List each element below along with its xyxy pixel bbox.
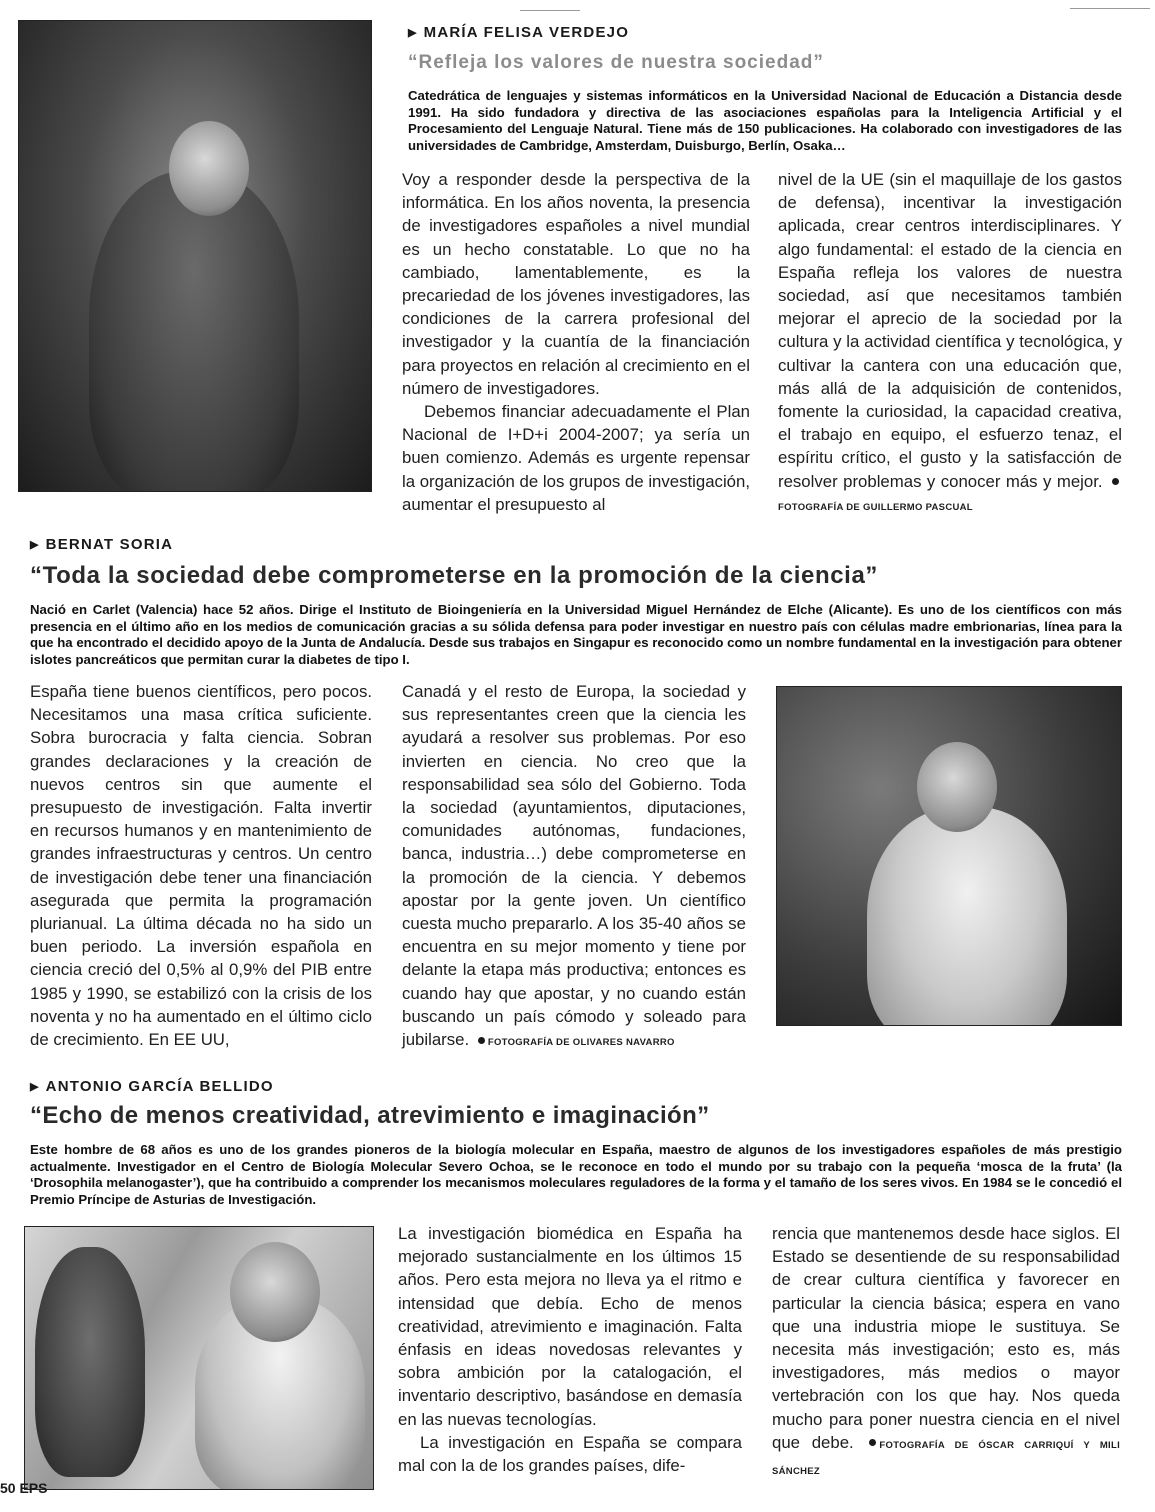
triangle-icon: ▶ bbox=[408, 27, 418, 39]
photo-maria-felisa-verdejo bbox=[18, 20, 372, 492]
bullet-icon bbox=[1112, 478, 1119, 485]
column-soria-1 bbox=[30, 680, 372, 1051]
paragraph: Canadá y el resto de Europa, la sociedad y sus representantes creen que la ciencia les ayudará a resolver sus problemas. Por eso invierten en ciencia. No creo que la responsabilidad sea sólo del Gobierno. Toda la sociedad (ayuntamientos, diputaciones, comunidades autónomas, fundaciones, banca, industria…) debe comprometerse en la promoción de la ciencia. Y debemos apostar por la gente joven. Un científico cuesta mucho prepararlo. A los 35-40 años se encuentra en su mejor momento y tiene por delante la etapa más productiva; entonces es cuando hay que apostar, y no cuando están buscando un país cómodo y soleado para jubilarse. bbox=[402, 682, 746, 1050]
paragraph: La investigación biomédica en España ha mejorado sustancialmente en los últimos 15 años. Pero esta mejora no lleva ya el ritmo e intensidad que debía. Echo de menos creatividad, atrevimiento e imaginación. Falta énfasis en ideas novedosas relevantes y sobra ambición por la catalogación, el inventario descriptivo, basándose en demasía en las nuevas tecnologías. bbox=[398, 1224, 742, 1429]
column-verdejo-2 bbox=[778, 168, 1122, 519]
headline-verdejo: “Refleja los valores de nuestra sociedad” bbox=[408, 52, 824, 73]
scan-mark bbox=[1070, 8, 1150, 9]
paragraph: rencia que mantenemos desde hace siglos. El Estado se desentiende de su responsabilidad de crear cultura científica y favorecer en particular la ciencia básica; espera en vano que una industria miope le sustituya. Se necesita más investigación; esto es, más investigadores, más medios o mayor vertebración con los que hay. Nos queda mucho para poner nuestra ciencia en el nivel que debe. bbox=[772, 1224, 1120, 1452]
photo-credit: FOTOGRAFÍA DE GUILLERMO PASCUAL bbox=[778, 501, 973, 513]
photo-bernat-soria bbox=[776, 686, 1122, 1026]
kicker-bernat-soria: ▶ BERNAT SORIA bbox=[30, 536, 174, 553]
intro-garcia-bellido: Este hombre de 68 años es uno de los grandes pioneros de la biología molecular en España, maestro de algunos de los investigadores españoles de más prestigio actualmente. Investigador en el Centro de Biología Molecular Severo Ochoa, se le reconoce en todo el mundo por su trabajo con la pequeña ‘mosca de la fruta’ (la ‘Drosophila melanogaster’), que ha contribuido a comprender los mecanismos moleculares reguladores de la forma y el tamaño de los seres vivos. En 1984 se le concedió el Premio Príncipe de Asturias de Investigación. bbox=[30, 1142, 1122, 1207]
kicker-antonio-garcia-bellido: ▶ ANTONIO GARCÍA BELLIDO bbox=[30, 1078, 274, 1095]
column-verdejo-1 bbox=[402, 168, 750, 516]
column-garcia-bellido-2 bbox=[772, 1222, 1120, 1483]
triangle-icon: ▶ bbox=[30, 1081, 40, 1093]
scan-mark bbox=[520, 10, 580, 11]
kicker-maria-felisa-verdejo: ▶ MARÍA FELISA VERDEJO bbox=[408, 24, 630, 41]
photo-antonio-garcia-bellido bbox=[24, 1226, 374, 1490]
column-soria-2 bbox=[402, 680, 746, 1054]
photo-credit: FOTOGRAFÍA DE ÓSCAR CARRIQUÍ Y MILI SÁNCHEZ bbox=[772, 1439, 1121, 1478]
headline-soria: “Toda la sociedad debe comprometerse en la promoción de la ciencia” bbox=[30, 562, 878, 589]
triangle-icon: ▶ bbox=[30, 539, 40, 551]
intro-soria: Nació en Carlet (Valencia) hace 52 años. Dirige el Instituto de Bioingeniería en la Universidad Miguel Hernández de Elche (Alicante). Es uno de los científicos con más presencia en el último año en los medios de comunicación gracias a su sólida defensa para poder investigar en nuestro país con células madre embrionarias, línea para la que ha encontrado el decidido apoyo de la Junta de Andalucía. Desde sus trabajos en Singapur es reconocido como un nombre fundamental en la investigación para obtener islotes pancreáticos que permitan curar la diabetes de tipo I. bbox=[30, 602, 1122, 667]
paragraph: Voy a responder desde la perspectiva de la informática. En los años noventa, la presencia de investigadores españoles a nivel mundial es un hecho constatable. Lo que no ha cambiado, lamentablemente, es la precariedad de los jóvenes investigadores, las condiciones de la carrera profesional del investigador y la cuantía de la financiación para proyectos en relación al crecimiento en el número de investigadores. bbox=[402, 170, 750, 398]
bullet-icon bbox=[869, 1439, 876, 1446]
page-folio: 50 EPS bbox=[0, 1480, 48, 1496]
paragraph: nivel de la UE (sin el maquillaje de los gastos de defensa), incentivar la investigación aplicada, crear centros interdisciplinares. Y algo fundamental: el estado de la ciencia en España refleja los valores de nuestra sociedad, así que necesitamos también mejorar el aprecio de la sociedad por la cultura y la actividad científica y tecnológica, y cultivar la cantera con una educación que, más allá de la adquisición de contenidos, fomente la curiosidad, la capacidad creativa, el trabajo en equipo, el esfuerzo tenaz, el espíritu crítico, el gusto y la satisfacción de resolver problemas y conocer más y mejor. bbox=[778, 170, 1122, 491]
paragraph: España tiene buenos científicos, pero pocos. Necesitamos una masa crítica suficiente. Sobra burocracia y falta ciencia. Sobran grandes declaraciones y la creación de nuevos centros sin que aumente el presupuesto de investigación. Falta invertir en recursos humanos y en mantenimiento de grandes infraestructuras y centros. Un centro de investigación debe tener una financiación asegurada que permita la programación plurianual. La última década no ha sido un buen periodo. La inversión española en ciencia creció del 0,5% al 0,9% del PIB entre 1985 y 1990, se estabilizó con la crisis de los noventa y no ha aumentado en el último ciclo de crecimiento. En EE UU, bbox=[30, 682, 372, 1050]
column-garcia-bellido-1 bbox=[398, 1222, 742, 1477]
headline-garcia-bellido: “Echo de menos creatividad, atrevimiento e imaginación” bbox=[30, 1102, 710, 1129]
bullet-icon bbox=[478, 1037, 485, 1044]
paragraph: Debemos financiar adecuadamente el Plan Nacional de I+D+i 2004-2007; ya sería un buen comienzo. Además es urgente repensar la organización de los grupos de investigación, aumentar el presupuesto al bbox=[402, 402, 750, 514]
intro-verdejo: Catedrática de lenguajes y sistemas informáticos en la Universidad Nacional de Educación a Distancia desde 1991. Ha sido fundadora y directiva de las asociaciones españolas para la Inteligencia Artificial y el Procesamiento del Lenguaje Natural. Tiene más de 150 publicaciones. Ha colaborado con investigadores de las universidades de Cambridge, Amsterdam, Duisburgo, Berlín, Osaka… bbox=[408, 88, 1122, 153]
photo-credit: FOTOGRAFÍA DE OLIVARES NAVARRO bbox=[487, 1037, 675, 1049]
paragraph: La investigación en España se compara mal con la de los grandes países, dife- bbox=[398, 1432, 742, 1476]
